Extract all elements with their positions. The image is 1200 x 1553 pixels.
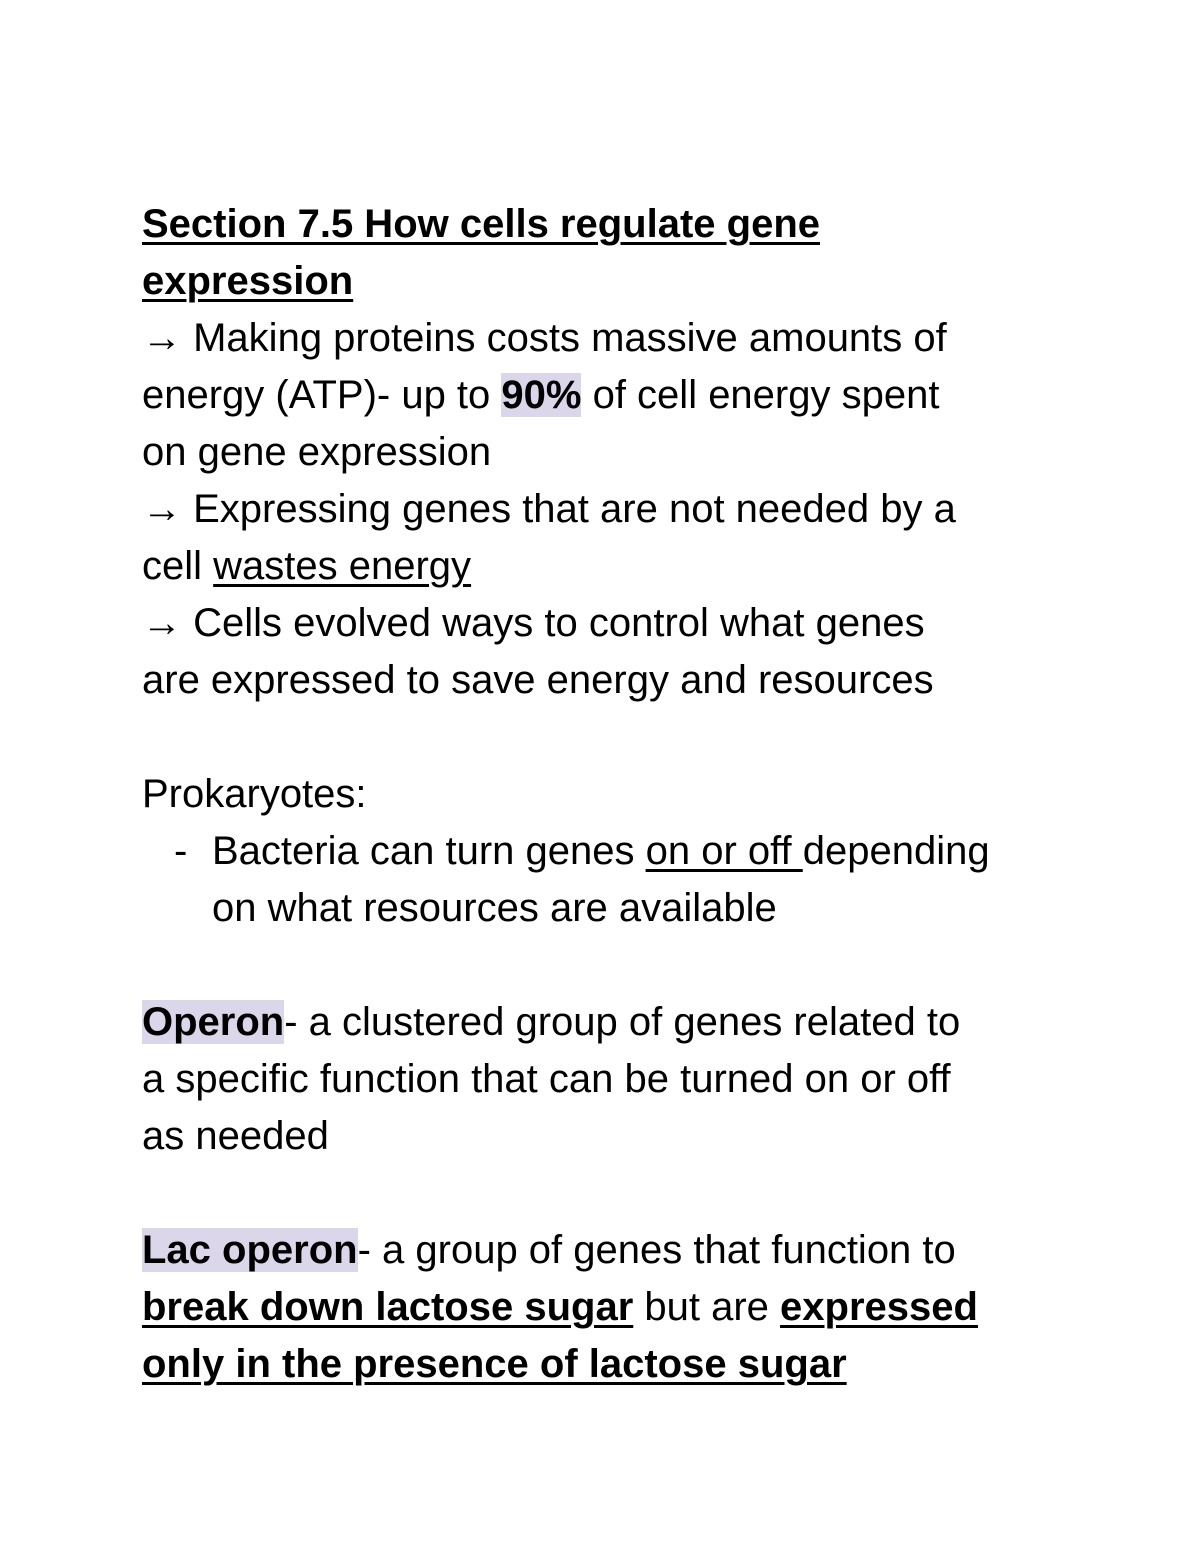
term-lac-operon: Lac operon xyxy=(142,1228,358,1272)
text-run: energy (ATP)- up to xyxy=(142,373,502,417)
lac-operon-definition-line xyxy=(142,1222,1082,1279)
highlight-90-percent: 90% xyxy=(501,373,582,417)
underlined-wastes-energy: wastes energy xyxy=(213,544,472,588)
bullet-line: on what resources are available xyxy=(212,886,777,930)
underlined-break-down-lactose: break down lactose sugar xyxy=(142,1285,634,1329)
blank-line xyxy=(142,1165,1082,1222)
paragraph-line: → Making proteins costs massive amounts of xyxy=(142,316,947,360)
section-title-line-2: expression xyxy=(142,259,354,303)
blank-line xyxy=(142,937,1082,994)
term-operon: Operon xyxy=(142,1000,285,1044)
prokaryotes-heading: Prokaryotes: xyxy=(142,772,367,816)
paragraph-line: → Cells evolved ways to control what genes xyxy=(142,601,925,645)
bullet-text xyxy=(212,823,990,937)
paragraph-line: on gene expression xyxy=(142,430,492,474)
section-title-line-1: Section 7.5 How cells regulate gene xyxy=(142,202,821,246)
text-run: - a group of genes that function to xyxy=(357,1228,956,1272)
text-run: of cell energy spent xyxy=(581,373,940,417)
text-run: Bacteria can turn genes xyxy=(212,829,646,873)
paragraph-line: as needed xyxy=(142,1114,329,1158)
paragraph-line xyxy=(142,538,1082,595)
text-run: depending xyxy=(802,829,990,873)
bullet-item xyxy=(142,823,1082,937)
text-run: but are xyxy=(633,1285,781,1329)
operon-definition-line xyxy=(142,994,1082,1051)
blank-line xyxy=(142,709,1082,766)
paragraph-line: a specific function that can be turned on or off xyxy=(142,1057,951,1101)
paragraph-line xyxy=(142,1279,1082,1336)
paragraph-line xyxy=(142,367,1082,424)
underlined-expressed: expressed xyxy=(780,1285,978,1329)
document-page xyxy=(142,196,1082,1393)
underlined-on-or-off: on or off xyxy=(645,829,803,873)
text-run: cell xyxy=(142,544,214,588)
underlined-presence-of-lactose: only in the presence of lactose sugar xyxy=(142,1342,847,1386)
text-run: - a clustered group of genes related to xyxy=(284,1000,961,1044)
bullet-dash: - xyxy=(174,829,188,873)
bullet-line xyxy=(212,823,990,880)
paragraph-line: are expressed to save energy and resources xyxy=(142,658,934,702)
paragraph-line: → Expressing genes that are not needed by a xyxy=(142,487,956,531)
